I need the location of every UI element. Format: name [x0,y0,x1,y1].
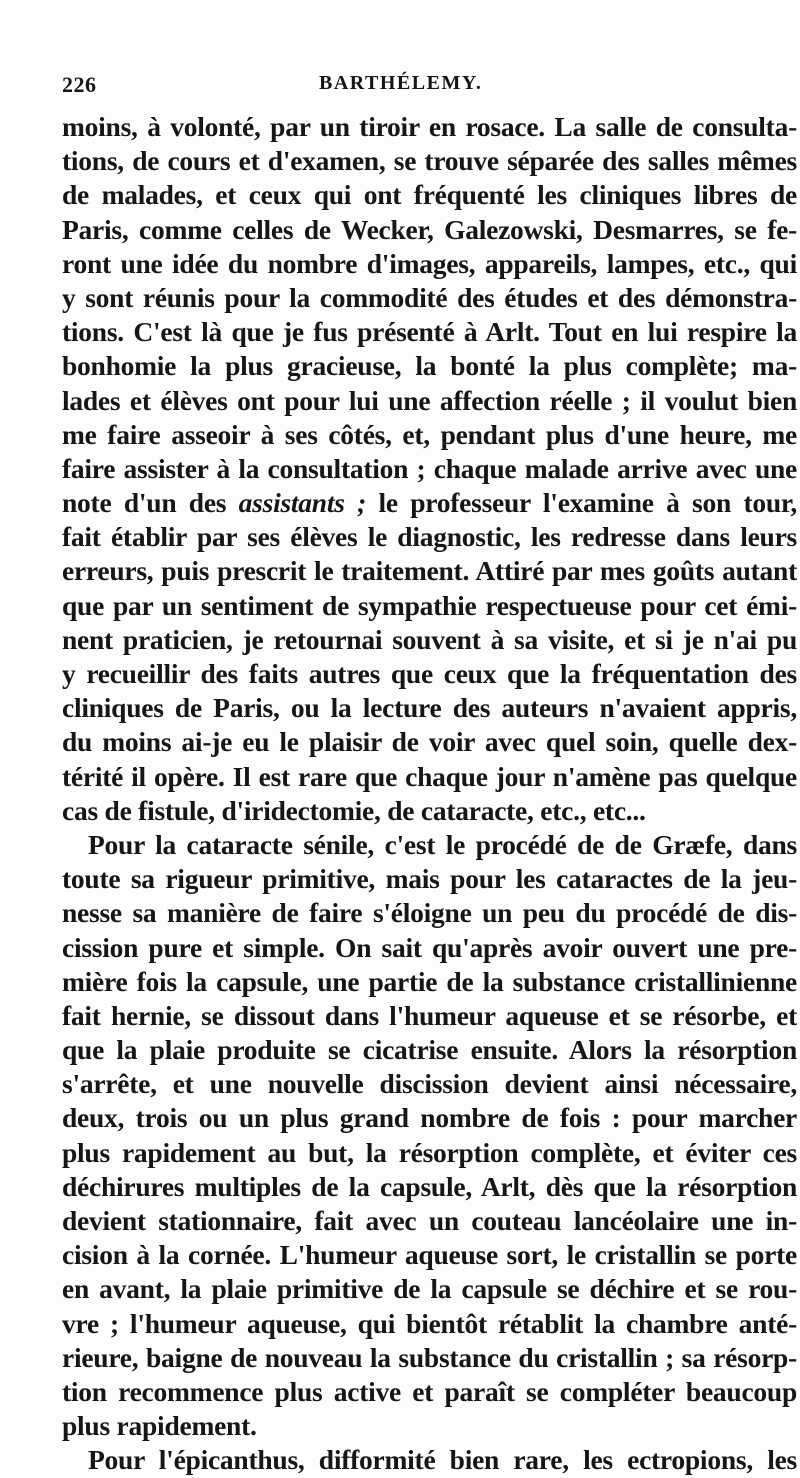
text-line: mière fois la capsule, une partie de la substance cristallinienne [62,965,797,997]
note-line-before: note d'un des [62,487,239,519]
running-head [62,72,797,102]
text-line-paragraph-start: Pour l'épicanthus, difformité bien rare, les ectropions, les [88,1444,797,1476]
text-line: lades et élèves ont pour lui une affection réelle ; il voulut bien [62,384,797,416]
text-line-paragraph-start: Pour la cataracte sénile, c'est le procédé de de Græfe, dans [88,828,797,860]
text-line: moins, à volonté, par un tiroir en rosace. La salle de consulta- [62,111,797,142]
text-line: térité il opère. Il est rare que chaque jour n'amène pas quelque [62,760,797,792]
page-number: 226 [62,72,97,97]
text-line: plus rapidement. [62,1410,257,1442]
text-line: fait hernie, se dissout dans l'humeur aqueuse et se résorbe, et [62,999,797,1031]
text-line: faire assister à la consultation ; chaque malade arrive avec une [62,452,797,484]
text-line: ront une idée du nombre d'images, appareils, lampes, etc., qui [62,247,797,279]
text-line: nesse sa manière de faire s'éloigne un peu du procédé de dis- [62,897,797,929]
running-title: BARTHÉLEMY. [319,72,483,94]
text-line: me faire asseoir à ses côtés, et, pendant plus d'une heure, me [62,418,797,450]
text-line: cision à la cornée. L'humeur aqueuse sort, le cristallin se porte [62,1239,797,1271]
body-text [62,110,797,1478]
text-line: vre ; l'humeur aqueuse, qui bientôt rétablit la chambre anté- [62,1307,797,1339]
text-line: deux, trois ou un plus grand nombre de fois : pour marcher [62,1102,797,1134]
text-line: y sont réunis pour la commodité des études et des démonstra- [62,281,797,313]
text-line: tions, de cours et d'examen, se trouve séparée des salles mêmes [62,145,797,177]
text-line: erreurs, puis prescrit le traitement. Attiré par mes goûts autant [62,555,797,587]
text-line: Paris, comme celles de Wecker, Galezowski, Desmarres, se fe- [62,213,797,245]
text-line: que par un sentiment de sympathie respectueuse pour cet émi- [62,589,797,621]
text-line: de malades, et ceux qui ont fréquenté les cliniques libres de [62,179,797,211]
text-line: y recueillir des faits autres que ceux que la fréquentation des [62,658,797,689]
text-line: s'arrête, et une nouvelle discission devient ainsi nécessaire, [62,1068,797,1100]
text-line: déchirures multiples de la capsule, Arlt, dès que la résorption [62,1170,797,1202]
italic-word-assistants: assistants ; [238,487,367,519]
note-line-after: le professeur l'examine à son tour, [366,487,797,519]
text-line: cliniques de Paris, ou la lecture des auteurs n'avaient appris, [62,692,797,724]
text-line: que la plaie produite se cicatrise ensuite. Alors la résorption [62,1034,797,1066]
text-line: nent praticien, je retournai souvent à sa visite, et si je n'ai pu [62,623,797,655]
text-line: devient stationnaire, fait avec un couteau lancéolaire une in- [62,1205,797,1236]
text-line: fait établir par ses élèves le diagnostic, les redresse dans leurs [62,521,797,553]
text-line: en avant, la plaie primitive de la capsule se déchire et se rou- [62,1273,797,1305]
text-line: tions. C'est là que je fus présenté à Arlt. Tout en lui respire la [62,316,797,348]
text-line-with-italic [62,486,797,520]
text-line: du moins ai-je eu le plaisir de voir avec quel soin, quelle dex- [62,726,797,758]
text-line: toute sa rigueur primitive, mais pour les cataractes de la jeu- [62,863,797,895]
text-line: bonhomie la plus gracieuse, la bonté la plus complète; ma- [62,350,797,382]
text-line: cission pure et simple. On sait qu'après avoir ouvert une pre- [62,931,797,963]
text-line: cas de fistule, d'iridectomie, de cataracte, etc., etc... [62,794,646,826]
text-line: plus rapidement au but, la résorption complète, et éviter ces [62,1136,797,1168]
text-line: tion recommence plus active et paraît se compléter beaucoup [62,1375,797,1407]
text-line: rieure, baigne de nouveau la substance du cristallin ; sa résorp- [62,1341,797,1373]
